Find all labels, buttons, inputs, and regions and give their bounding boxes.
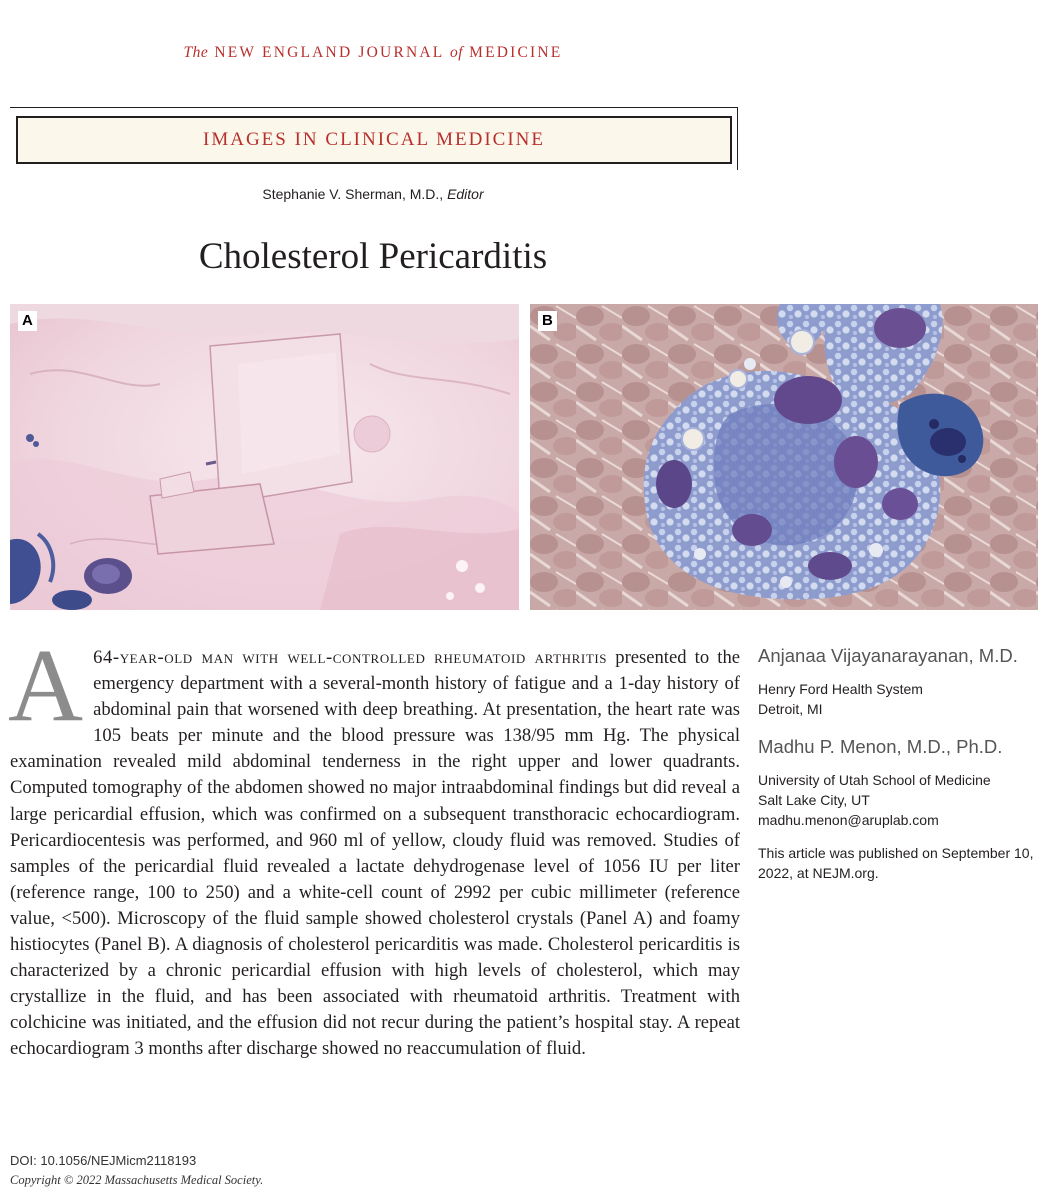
editor-name: Stephanie V. Sherman, M.D.,: [262, 186, 444, 202]
author-2-email[interactable]: madhu.menon@aruplab.com: [758, 812, 939, 828]
masthead-name-2: MEDICINE: [469, 44, 563, 61]
author-1: [758, 645, 1048, 719]
copyright: Copyright © 2022 Massachusetts Medical Society.: [10, 1173, 264, 1187]
doi[interactable]: DOI: 10.1056/NEJMicm2118193: [10, 1153, 197, 1168]
lead-in: 64-year-old man with well-controlled rheumatoid arthritis: [93, 647, 608, 668]
author-2-affiliation-1: University of Utah School of Medicine: [758, 772, 991, 788]
editor-line: [0, 186, 746, 202]
article-body: [8, 628, 740, 1063]
author-2-affiliation-2: Salt Lake City, UT: [758, 792, 870, 808]
panel-a-label: A: [18, 311, 37, 331]
figure-panel-b: [530, 304, 1038, 610]
article-title: Cholesterol Pericarditis: [198, 236, 548, 277]
author-1-affiliation-2: Detroit, MI: [758, 701, 823, 717]
section-heading: IMAGES IN CLINICAL MEDICINE: [16, 116, 732, 164]
panel-b-label: B: [538, 311, 557, 331]
author-2: [758, 736, 1048, 830]
publication-note: This article was published on September 10, 2022, at NEJM.org.: [758, 845, 1034, 881]
article-body-text: presented to the emergency department with a several-month history of fatigue and a 1-day history of abdominal pain that worsened with deep breathing. At presentation, the heart rate was 105 beats per minute and the blood pressure was 138/95 mm Hg. The physical examination revealed mild abdominal tenderness in the right upper and lower quadrants. Computed tomography of the abdomen showed no major intraabdominal findings but did reveal a large pericardial effusion, which was confirmed on a subsequent transthoracic echocardiogram. Pericardiocentesis was performed, and 960 ml of yellow, cloudy fluid was removed. Studies of samples of the pericardial fluid revealed a lactate dehydrogenase level of 1056 IU per liter (reference range, 100 to 250) and a white-cell count of 2992 per cubic millimeter (reference value, <500). Microscopy of the fluid sample showed cholesterol crystals (Panel A) and foamy histiocytes (Panel B). A diagnosis of cholesterol pericarditis was made. Cholesterol pericarditis is characterized by a chronic pericardial effusion with high levels of cholesterol, which may crystallize in the fluid, and has been associated with rheumatoid arthritis. Treatment with colchicine was initiated, and the effusion did not recur during the patient’s hospital stay. A repeat echocardiogram 3 months after discharge showed no reaccumulation of fluid.: [10, 647, 740, 1060]
masthead-name-1: NEW ENGLAND JOURNAL: [214, 44, 444, 61]
masthead-of: of: [449, 44, 464, 61]
cholesterol-crystals-micrograph: [10, 304, 519, 610]
author-2-name: Madhu P. Menon, M.D., Ph.D.: [758, 736, 1003, 757]
drop-cap: A: [8, 628, 84, 743]
editor-role: Editor: [447, 186, 484, 202]
masthead-the: The: [183, 44, 209, 61]
author-1-name: Anjanaa Vijayanarayanan, M.D.: [758, 645, 1018, 666]
author-1-affiliation-1: Henry Ford Health System: [758, 681, 923, 697]
foamy-histiocytes-micrograph: [530, 304, 1038, 610]
figure-panel-a: [10, 304, 519, 610]
journal-masthead: [0, 44, 746, 62]
